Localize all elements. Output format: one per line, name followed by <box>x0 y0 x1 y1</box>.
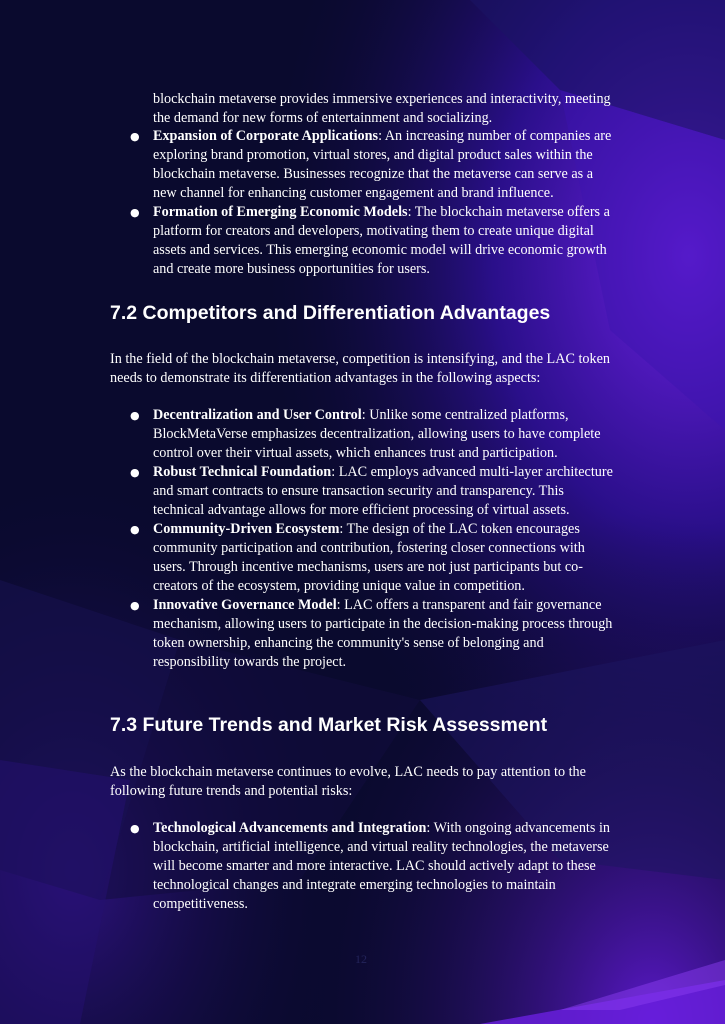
list-item <box>0 203 615 279</box>
section-heading-7-2: 7.2 Competitors and Differentiation Advantages <box>110 302 551 324</box>
advantages-list <box>0 406 615 672</box>
list-item-text: : The blockchain metaverse offers a platform for creators and developers, motivating them to create unique digital assets and services. This emerging economic model will drive economic growth and create more business opportunities for users. <box>153 204 610 277</box>
bullet-icon: ● <box>130 822 140 835</box>
list-item-term: Robust Technical Foundation <box>153 464 332 480</box>
future-trends-list <box>0 819 615 914</box>
list-item <box>0 463 615 520</box>
trend-list <box>0 127 615 279</box>
list-item-term: Decentralization and User Control <box>153 407 362 423</box>
section-heading-7-3: 7.3 Future Trends and Market Risk Assessment <box>110 714 548 736</box>
list-item-text: : The design of the LAC token encourages community participation and contribution, fostering closer connections with users. Through incentive mechanisms, users are not just participants but co-creators of the ecosystem, providing unique value in competition. <box>153 521 585 594</box>
list-item-text: : An increasing number of companies are exploring brand promotion, virtual stores, and digital product sales within the blockchain metaverse. Businesses recognize that the metaverse can serve as a new channel for enhancing customer engagement and brand influence. <box>153 128 612 201</box>
continued-paragraph: blockchain metaverse provides immersive experiences and interactivity, meeting the demand for new forms of entertainment and socializing. <box>153 91 611 126</box>
list-item-term: Formation of Emerging Economic Models <box>153 204 408 220</box>
bullet-icon: ● <box>130 599 140 612</box>
list-item <box>0 127 615 203</box>
bullet-icon: ● <box>130 206 140 219</box>
list-item-text: : LAC offers a transparent and fair governance mechanism, allowing users to participate in the decision-making process through token ownership, enhancing the community's sense of belonging and responsibility towards the project. <box>153 597 613 670</box>
bullet-icon: ● <box>130 130 140 143</box>
list-item <box>0 819 615 914</box>
section-7-2-intro: In the field of the blockchain metaverse, competition is intensifying, and the LAC token needs to demonstrate its differentiation advantages in the following aspects: <box>110 351 610 386</box>
list-item-text: : LAC employs advanced multi-layer architecture and smart contracts to ensure transaction security and transparency. This technical advantage allows for more efficient processing of virtual assets. <box>153 464 613 518</box>
list-item-term: Community-Driven Ecosystem <box>153 521 340 537</box>
bullet-icon: ● <box>130 466 140 479</box>
list-item-text: : Unlike some centralized platforms, BlockMetaVerse emphasizes decentralization, allowing users to have complete control over their virtual assets, which enhances trust and participation. <box>153 407 601 461</box>
bullet-icon: ● <box>130 523 140 536</box>
list-item <box>0 520 615 596</box>
page-number: 12 <box>355 952 367 966</box>
list-item <box>0 596 615 672</box>
section-7-3-intro: As the blockchain metaverse continues to evolve, LAC needs to pay attention to the following future trends and potential risks: <box>110 764 586 799</box>
list-item-term: Technological Advancements and Integration <box>153 820 427 836</box>
list-item <box>0 406 615 463</box>
bullet-icon: ● <box>130 409 140 422</box>
list-item-term: Innovative Governance Model <box>153 597 337 613</box>
list-item-term: Expansion of Corporate Applications <box>153 128 379 144</box>
list-item-text: : With ongoing advancements in blockchain, artificial intelligence, and virtual reality technologies, the metaverse will become smarter and more interactive. LAC should actively adapt to these technological changes and integrate emerging technologies to maintain competitiveness. <box>153 820 610 912</box>
